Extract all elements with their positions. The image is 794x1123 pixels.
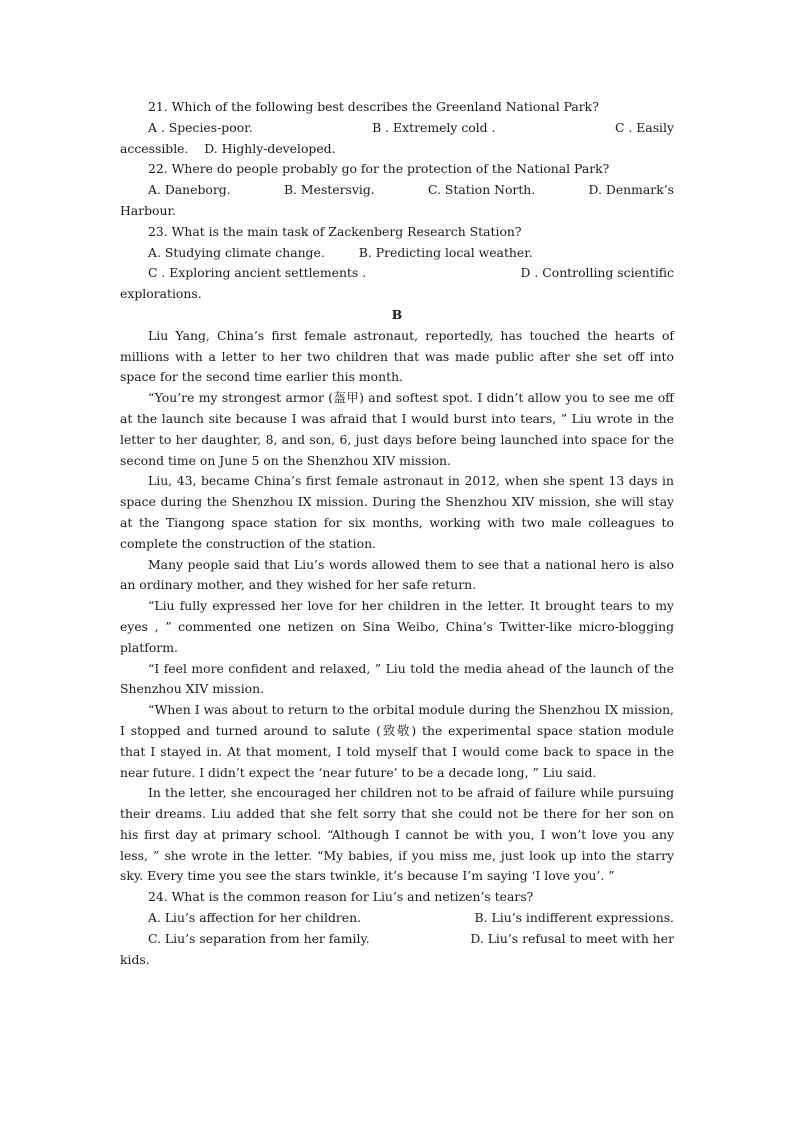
option-24-d: D. Liu’s refusal to meet with her <box>470 930 674 946</box>
question-24-stem: 24. What is the common reason for Liu’s and netizen’s tears? <box>148 889 534 905</box>
option-22-b: B. Mestersvig. <box>283 182 375 198</box>
option-21-c: C . Easily <box>614 119 674 135</box>
document-page <box>120 97 674 970</box>
option-21-a: A . Species-poor. <box>148 119 253 135</box>
section-heading: B <box>391 306 403 322</box>
passage-paragraph: Liu, 43, became China’s first female astronaut in 2012, when she spent 13 days in space during the Shenzhou IX mission. During the Shenzhou XIV mission, she will stay at the Tiangong space station for six months, working with two male colleagues to complete the construction of the station. <box>120 473 674 551</box>
passage-paragraph: “Liu fully expressed her love for her children in the letter. It brought tears to my eyes , ” commented one netizen on Sina Weibo, China’s Twitter-like micro-blogging platform. <box>120 598 674 655</box>
question-22-stem: 22. Where do people probably go for the protection of the National Park? <box>148 161 610 177</box>
question-23-options-row1 <box>120 243 674 264</box>
option-21-b: B . Extremely cold . <box>372 119 496 135</box>
option-22-d: D. Denmark’s <box>588 182 674 198</box>
option-24-b: B. Liu’s indifferent expressions. <box>474 910 674 926</box>
question-22-options-wrap: Harbour. <box>120 202 176 218</box>
option-23-c: C . Exploring ancient settlements . <box>148 265 367 281</box>
question-21-options-wrap: accessible. D. Highly-developed. <box>120 140 336 156</box>
passage-paragraph: Liu Yang, China’s first female astronaut, reportedly, has touched the hearts of millions with a letter to her two children that was made public after she set off into space for the second time earlier this month. <box>120 327 674 385</box>
question-24-options-row2 <box>120 929 674 950</box>
option-24-a: A. Liu’s affection for her children. <box>148 910 362 926</box>
passage-paragraph: In the letter, she encouraged her children not to be afraid of failure while pursuing their dreams. Liu added that she felt sorry that she could not be there for her son on his first day at primary school. “Although I cannot be with you, I won’t love you any less, ” she wrote in the letter. “My babies, if you miss me, just look up into the starry sky. Every time you see the stars twinkle, it’s because I’m saying ‘I love you’. ” <box>120 785 674 884</box>
question-23-options-wrap: explorations. <box>120 286 202 302</box>
passage-paragraph: “I feel more confident and relaxed, ” Liu told the media ahead of the launch of the Shenzhou XIV mission. <box>120 660 674 697</box>
question-23-options-row2 <box>120 263 674 284</box>
question-24-options-wrap: kids. <box>120 951 150 967</box>
question-22-options <box>120 180 674 201</box>
option-22-a: A. Daneborg. <box>148 182 231 198</box>
option-23-d: D . Controlling scientific <box>520 265 674 281</box>
passage-paragraph: “You’re my strongest armor (盔甲) and softest spot. I didn’t allow you to see me off at the launch site because I was afraid that I would burst into tears, ” Liu wrote in the letter to her daughter, 8, and son, 6, just days before being launched into space for the second time on June 5 on the Shenzhou XIV mission. <box>120 390 674 468</box>
passage-paragraph: “When I was about to return to the orbital module during the Shenzhou IX mission, I stopped and turned around to salute (致敬) the experimental space station module that I stayed in. At that moment, I told myself that I would come back to space in the near future. I didn’t expect the ‘near future’ to be a decade long, ” Liu said. <box>120 702 674 780</box>
passage-paragraph: Many people said that Liu’s words allowed them to see that a national hero is also an ordinary mother, and they wished for her safe return. <box>120 556 674 593</box>
option-22-c: C. Station North. <box>428 182 536 198</box>
question-24-options-row1 <box>120 908 674 929</box>
option-23-a: A. Studying climate change. <box>148 244 325 260</box>
question-23-stem: 23. What is the main task of Zackenberg Research Station? <box>148 223 522 239</box>
option-23-b: B. Predicting local weather. <box>358 244 533 260</box>
option-24-c: C. Liu’s separation from her family. <box>148 930 370 946</box>
question-21-options <box>120 118 674 139</box>
question-21-stem: 21. Which of the following best describes the Greenland National Park? <box>148 99 599 114</box>
